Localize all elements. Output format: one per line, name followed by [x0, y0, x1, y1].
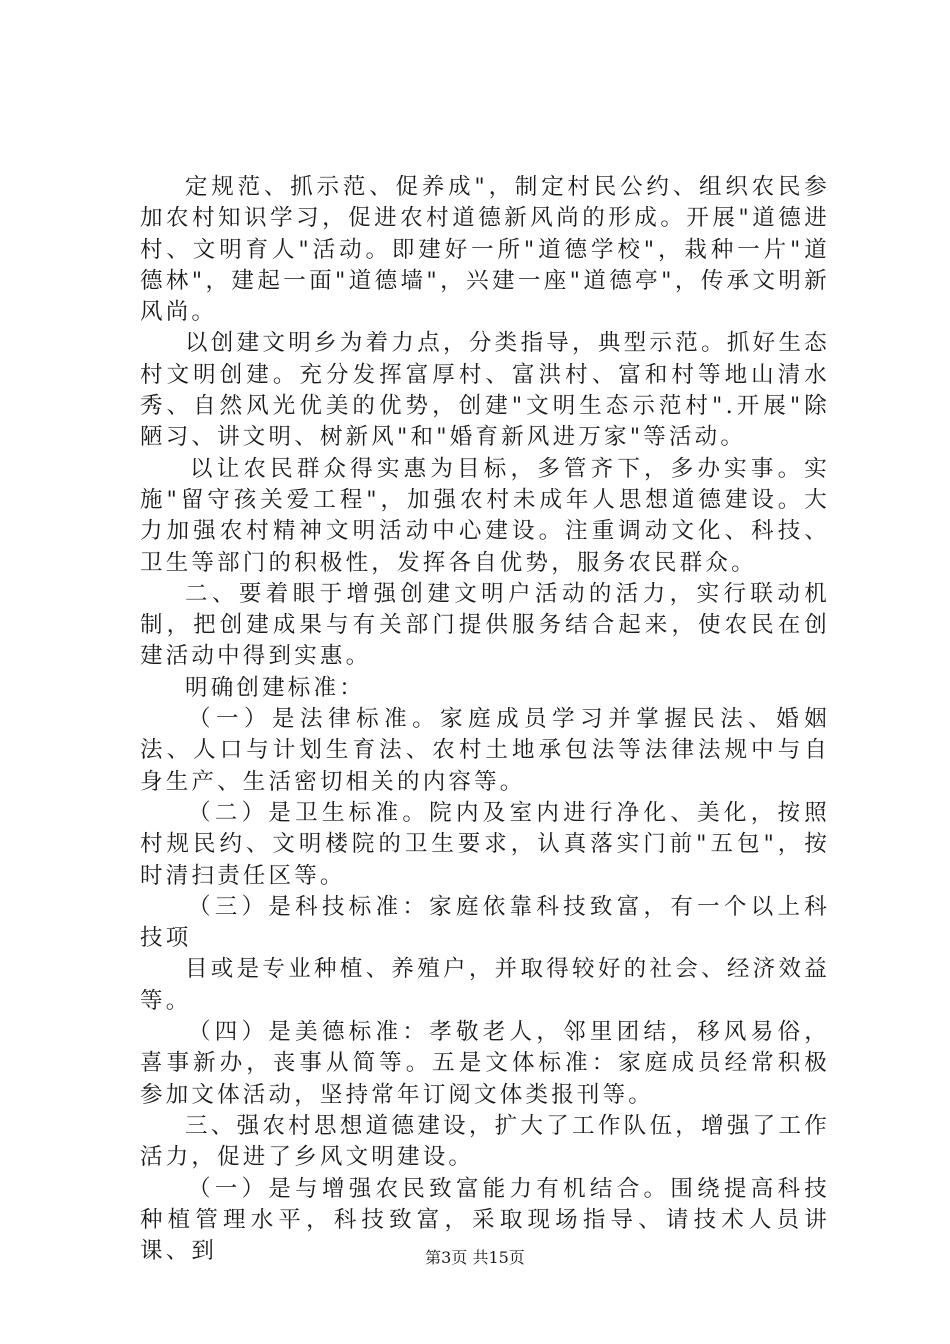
- body-text: [140, 172, 830, 1267]
- paragraph: 定规范、抓示范、促养成"，制定村民公约、组织农民参加农村知识学习，促进农村道德新风尚的形成。开展"道德进村、文明育人"活动。即建好一所"道德学校"，栽种一片"道德林"，建起一面"道德墙"，兴建一座"道德亭"，传承文明新风尚。: [140, 174, 830, 326]
- list-item: （二）是卫生标准。院内及室内进行净化、美化，按照村规民约、文明楼院的卫生要求，认真落实门前"五包"，按时清扫责任区等。: [140, 799, 830, 889]
- paragraph: 以创建文明乡为着力点，分类指导，典型示范。抓好生态村文明创建。充分发挥富厚村、富洪村、富和村等地山清水秀、自然风光优美的优势，创建"文明生态示范村".开展"除陋习、讲文明、树新风"和"婚育新风进万家"等活动。: [140, 330, 830, 451]
- page-number-footer: 第3页 共15页: [425, 1248, 525, 1267]
- paragraph: 明确创建标准：: [185, 674, 365, 701]
- list-item: （三）是科技标准：家庭依靠科技致富，有一个以上科技项: [140, 893, 830, 952]
- section-heading: 二、要着眼于增强创建文明户活动的活力，实行联动机制，把创建成果与有关部门提供服务结合起来，使农民在创建活动中得到实惠。: [140, 580, 830, 670]
- section-heading: 三、强农村思想道德建设，扩大了工作队伍，增强了工作活力，促进了乡风文明建设。: [140, 1112, 830, 1171]
- list-item: （一）是法律标准。家庭成员学习并掌握民法、婚姻法、人口与计划生育法、农村土地承包法等法律法规中与自身生产、生活密切相关的内容等。: [140, 706, 830, 795]
- paragraph: 目或是专业种植、养殖户，并取得较好的社会、经济效益等。: [140, 956, 830, 1014]
- list-item: （四）是美德标准：孝敬老人，邻里团结，移风易俗，喜事新办，丧事从简等。五是文体标准：家庭成员经常积极参加文体活动，坚持常年订阅文体类报刊等。: [140, 1019, 830, 1108]
- list-item: （一）是与增强农民致富能力有机结合。围绕提高科技种植管理水平，科技致富，采取现场指导、请技术人员讲课、到: [140, 1175, 830, 1265]
- paragraph: 以让农民群众得实惠为目标，多管齐下，多办实事。实施"留守孩关爱工程"，加强农村未成年人思想道德建设。大力加强农村精神文明活动中心建设。注重调动文化、科技、卫生等部门的积极性，发挥各自优势，服务农民群众。: [140, 455, 830, 576]
